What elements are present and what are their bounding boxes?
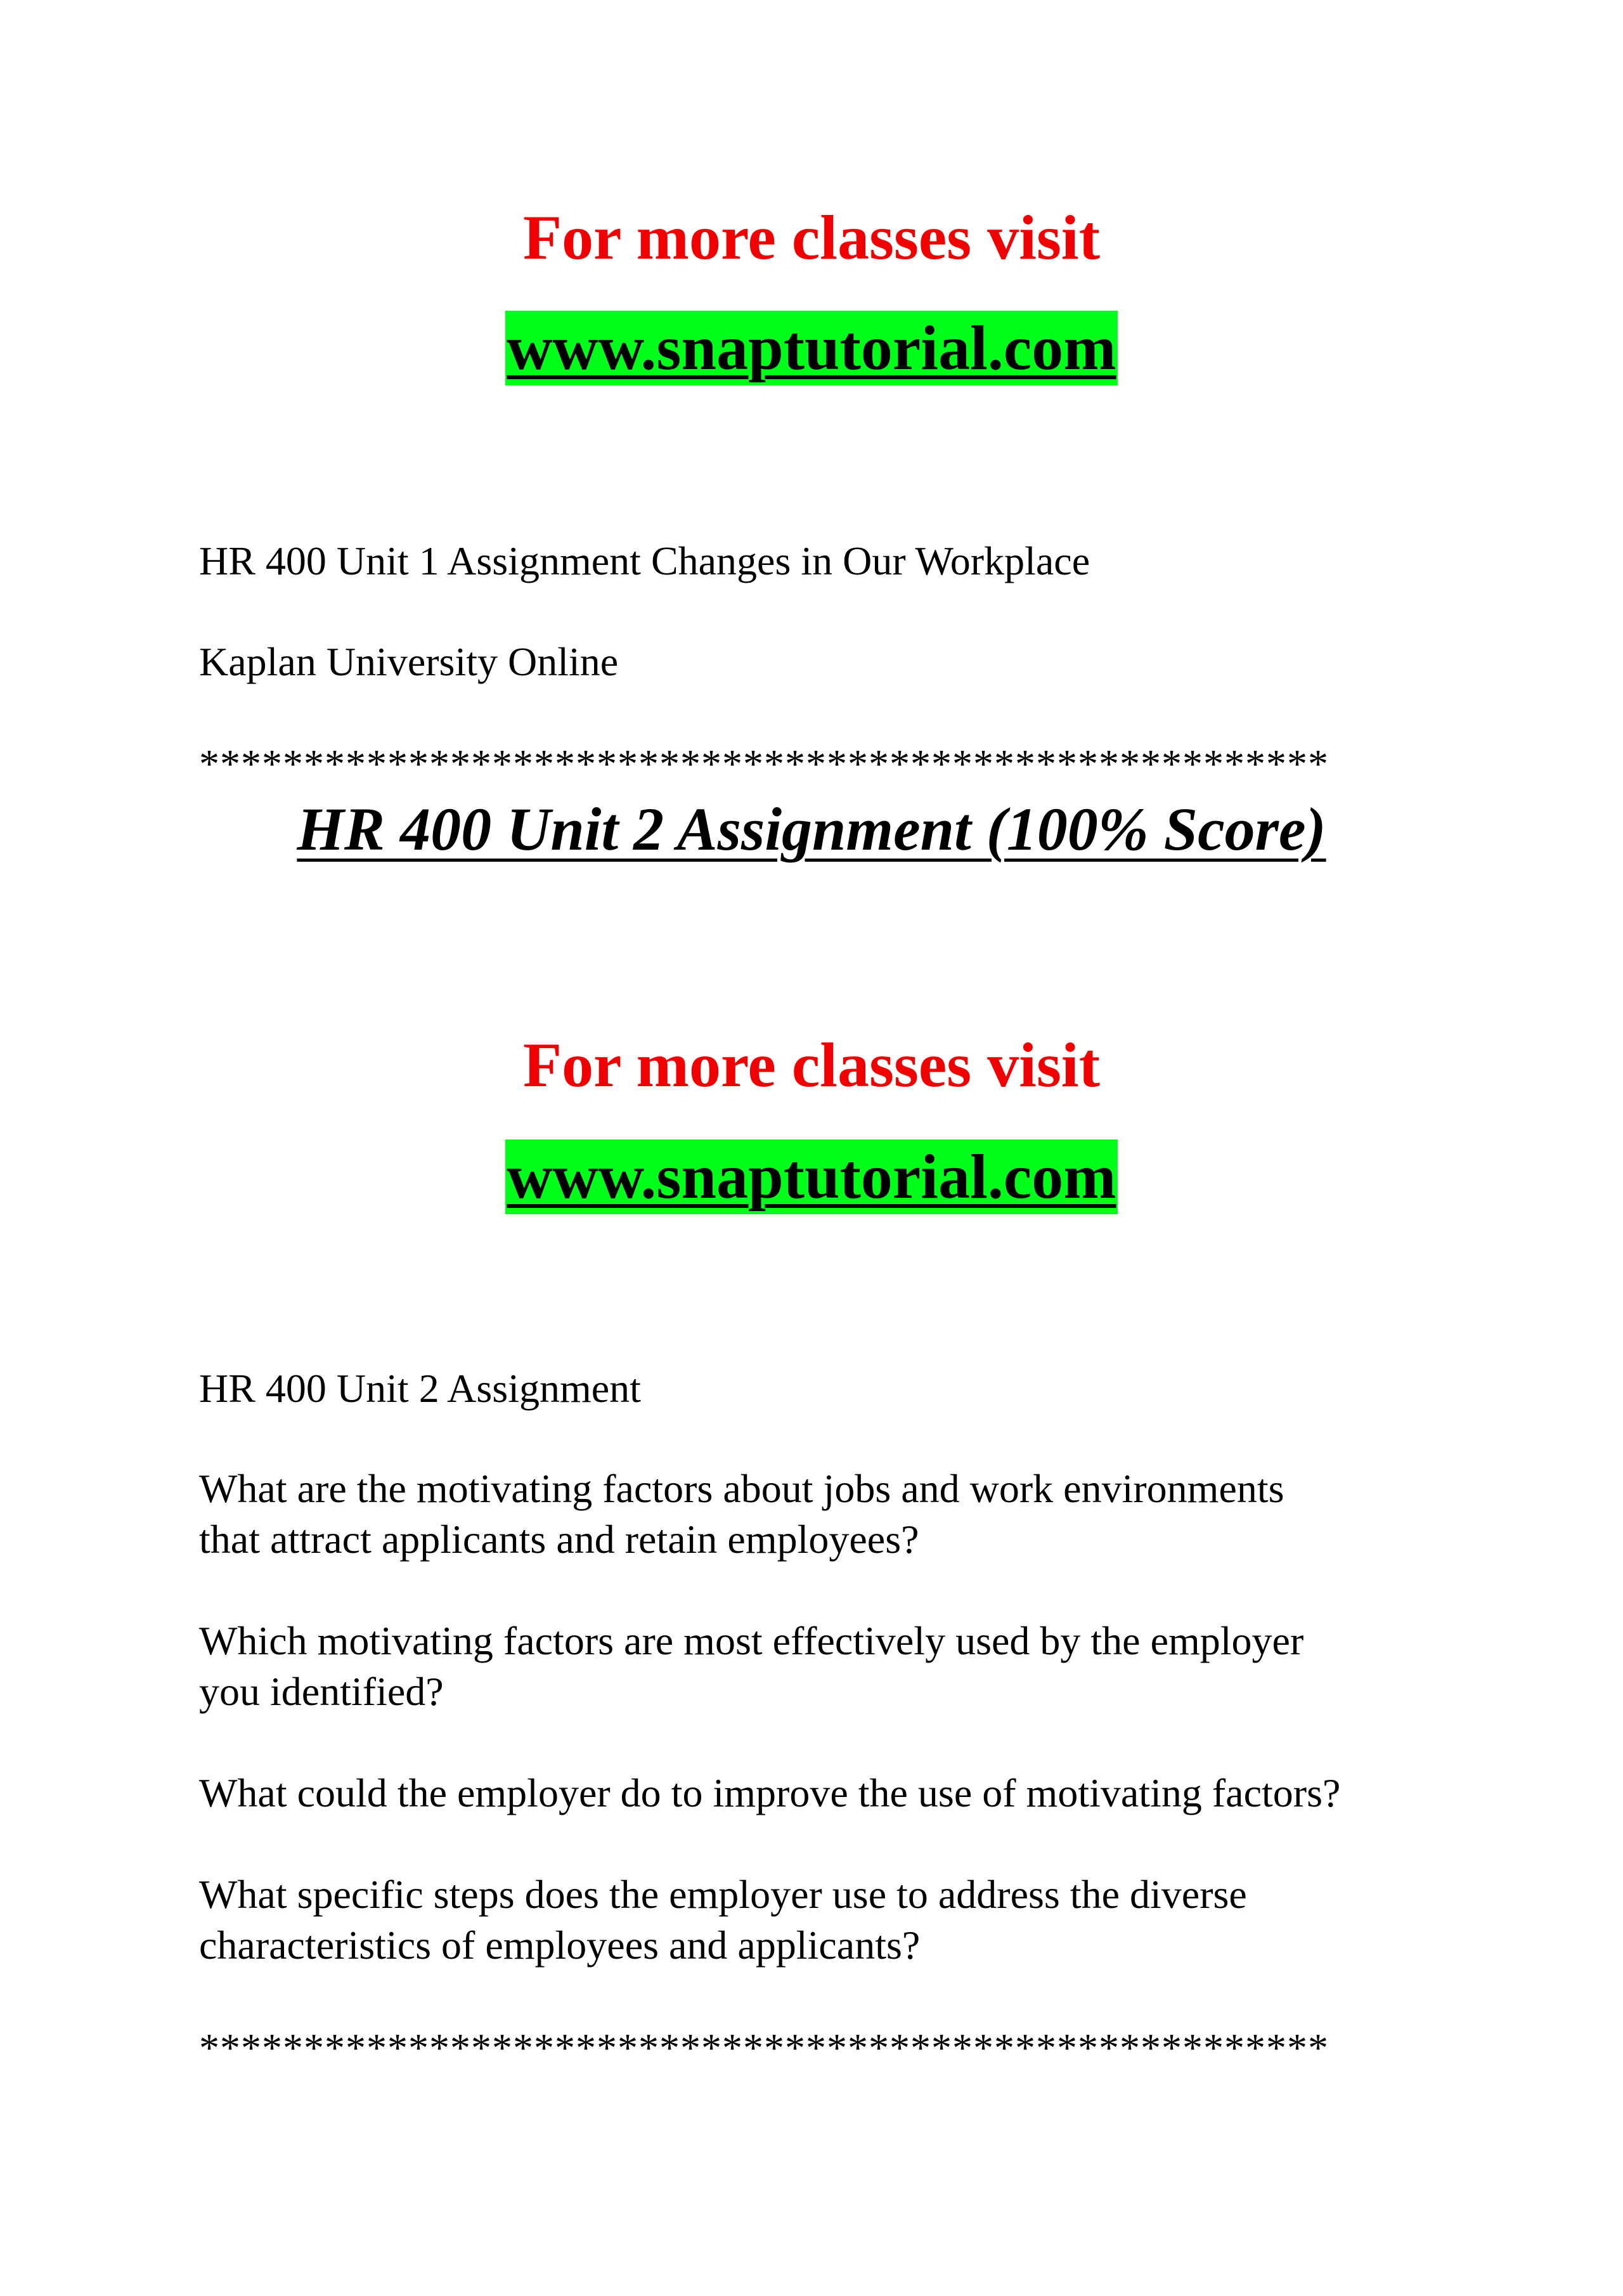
question-1-line-2: that attract applicants and retain employees? [199,1517,919,1562]
promo-link-wrapper-bottom [0,1139,1623,1214]
question-4 [199,1869,1467,1971]
question-2-line-2: you identified? [199,1669,444,1714]
unit2-heading: HR 400 Unit 2 Assignment (100% Score) [297,795,1326,863]
separator-top: ****************************************************** [199,742,1329,786]
unit1-school: Kaplan University Online [199,639,619,684]
promo-title-top: For more classes visit [522,202,1100,273]
unit1-title: HR 400 Unit 1 Assignment Changes in Our Workplace [199,538,1090,583]
question-1 [199,1463,1467,1565]
question-2-line-1: Which motivating factors are most effectively used by the employer [199,1618,1304,1663]
promo-title-bottom: For more classes visit [522,1030,1100,1100]
promo-link-wrapper-top [0,311,1623,386]
question-1-line-1: What are the motivating factors about jobs and work environments [199,1466,1284,1511]
unit2-title: HR 400 Unit 2 Assignment [199,1366,641,1411]
question-3 [199,1768,1467,1819]
question-4-line-2: characteristics of employees and applicants? [199,1923,921,1968]
separator-bottom: ****************************************************** [199,2026,1329,2070]
promo-link-bottom[interactable]: www.snaptutorial.com [505,1139,1117,1214]
question-2 [199,1616,1467,1717]
question-3-line-1: What could the employer do to improve the use of motivating factors? [199,1770,1341,1815]
question-4-line-1: What specific steps does the employer use to address the diverse [199,1872,1247,1917]
promo-link-top[interactable]: www.snaptutorial.com [505,311,1117,386]
